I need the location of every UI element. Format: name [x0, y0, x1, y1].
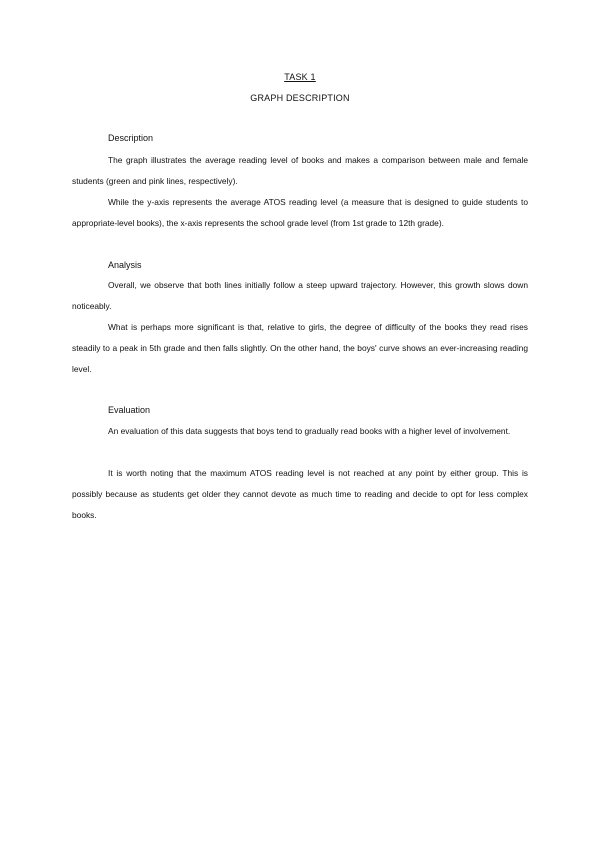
description-paragraph-1: The graph illustrates the average reading level of books and makes a comparison between male and female students (green and pink lines, respectively). [72, 155, 528, 186]
analysis-paragraph-2: What is perhaps more significant is that, relative to girls, the degree of difficulty of the books they read rises steadily to a peak in 5th grade and then falls slightly. On the other hand, the boys' curve shows an ever-increasing reading level. [72, 322, 528, 374]
evaluation-paragraph-1: An evaluation of this data suggests that boys tend to gradually read books with a higher level of involvement. [108, 426, 511, 436]
task-title: TASK 1 [284, 72, 316, 82]
document-subtitle: GRAPH DESCRIPTION [250, 93, 350, 103]
description-paragraph-2: While the y-axis represents the average ATOS reading level (a measure that is designed to guide students to appropriate-level books), the x-axis represents the school grade level (from 1st grade to 12th grade). [72, 197, 528, 228]
analysis-paragraph-1: Overall, we observe that both lines initially follow a steep upward trajectory. However, this growth slows down noticeably. [72, 280, 528, 311]
description-heading: Description [108, 133, 154, 143]
analysis-heading: Analysis [108, 260, 142, 270]
evaluation-heading: Evaluation [108, 405, 151, 415]
evaluation-paragraph-2: It is worth noting that the maximum ATOS reading level is not reached at any point by either group. This is possibly because as students get older they cannot devote as much time to reading and decide to opt for less complex books. [72, 468, 528, 520]
